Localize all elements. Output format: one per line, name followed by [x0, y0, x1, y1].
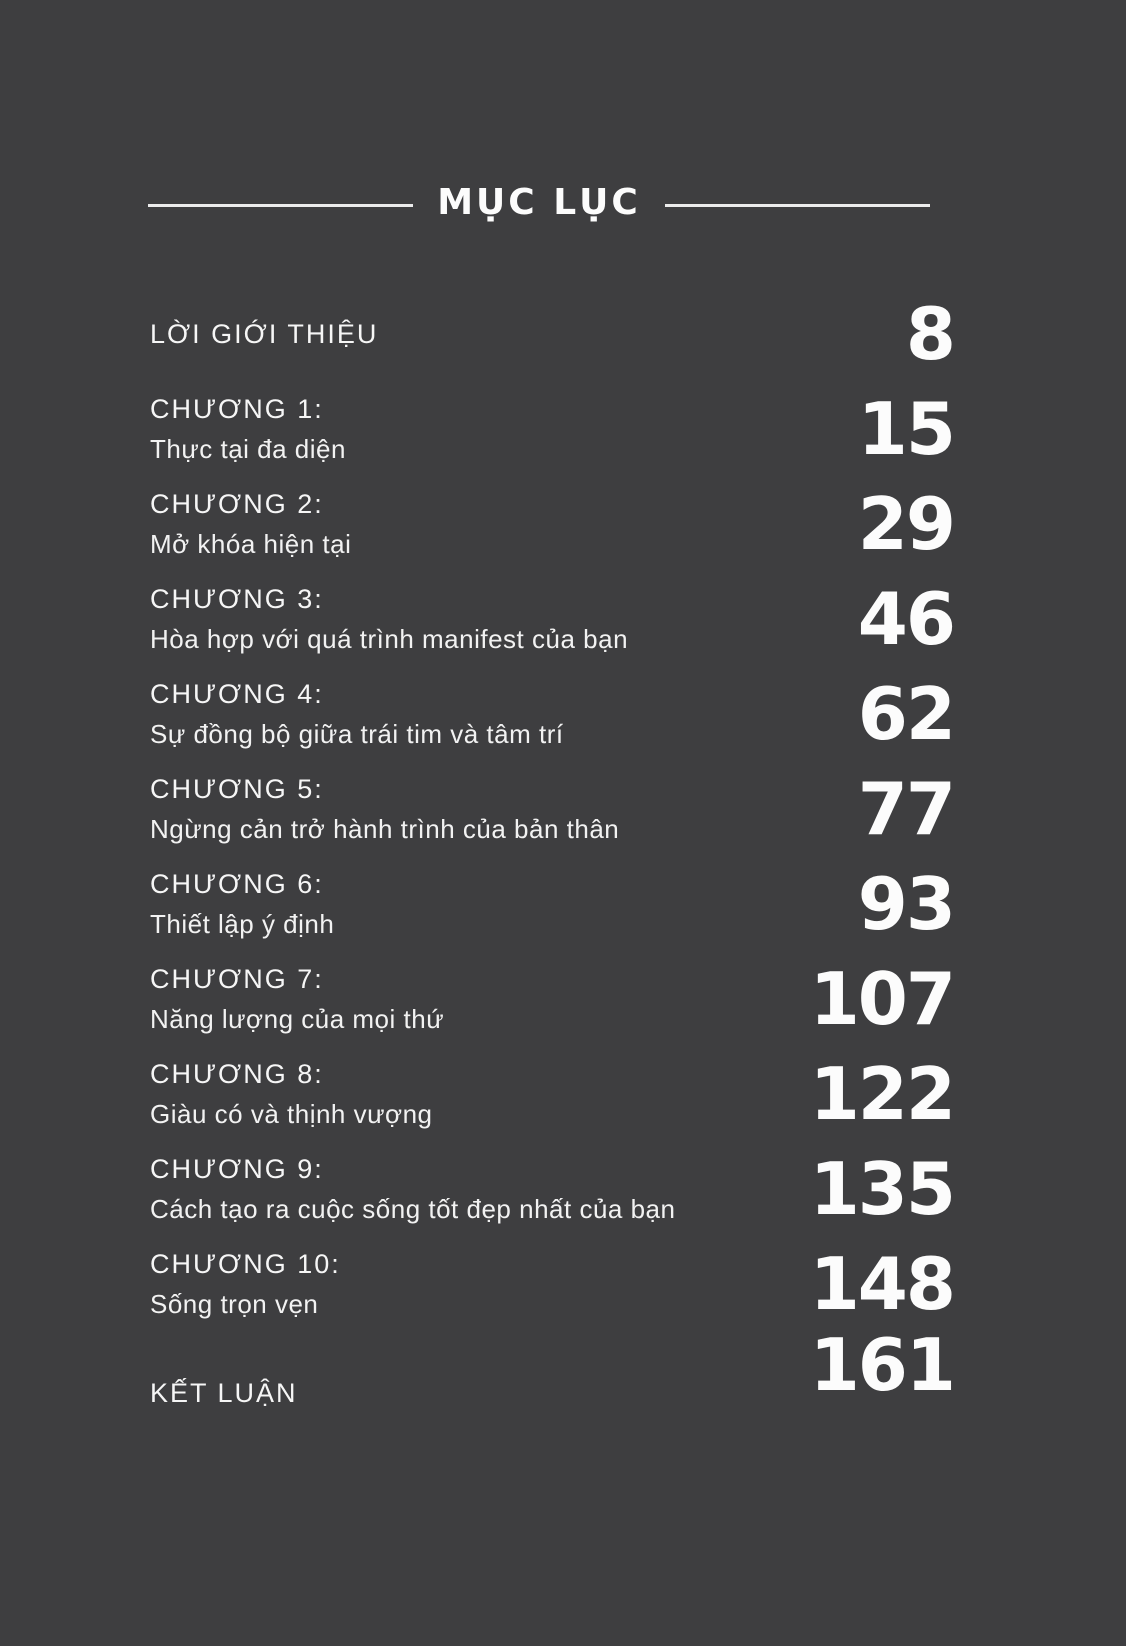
entry-subtitle: Giàu có và thịnh vượng: [150, 1098, 433, 1129]
toc-entry: [150, 1046, 954, 1141]
entry-heading: LỜI GIỚI THIỆU: [150, 318, 379, 349]
entry-heading: CHƯƠNG 1:: [150, 393, 324, 424]
entry-subtitle: Sự đồng bộ giữa trái tim và tâm trí: [150, 718, 564, 749]
toc-entry: [150, 286, 954, 381]
toc-entry: [150, 761, 954, 856]
entry-heading: KẾT LUẬN: [150, 1377, 298, 1408]
toc-entry: [150, 571, 954, 666]
entry-subtitle: Thực tại đa diện: [150, 433, 346, 464]
entry-heading: CHƯƠNG 6:: [150, 868, 324, 899]
entry-heading: CHƯƠNG 8:: [150, 1058, 324, 1089]
toc-entry: [150, 1141, 954, 1236]
entry-label: [150, 583, 628, 655]
toc-entry: [150, 951, 954, 1046]
entry-page-number: 122: [809, 1051, 954, 1136]
entry-subtitle: Sống trọn vẹn: [150, 1288, 319, 1319]
toc-entry: [150, 856, 954, 951]
entry-subtitle: Hòa hợp với quá trình manifest của bạn: [150, 623, 629, 654]
entry-label: [150, 393, 346, 465]
entry-label: [150, 1248, 341, 1320]
entry-heading: CHƯƠNG 2:: [150, 488, 324, 519]
entry-subtitle: Cách tạo ra cuộc sống tốt đẹp nhất của bạn: [150, 1193, 676, 1224]
entry-heading: CHƯƠNG 10:: [150, 1248, 341, 1279]
entry-subtitle: Thiết lập ý định: [150, 908, 335, 939]
entry-label: [150, 868, 334, 940]
entry-subtitle: Mở khóa hiện tại: [150, 528, 352, 559]
toc-entry: [150, 666, 954, 761]
entry-heading: CHƯƠNG 4:: [150, 678, 324, 709]
page-header: [148, 182, 930, 229]
page-title: MỤC LỤC: [437, 182, 641, 223]
entry-heading: CHƯƠNG 5:: [150, 773, 324, 804]
header-rule-right: [665, 204, 930, 207]
entry-page-number: 8: [905, 291, 954, 376]
entry-heading: CHƯƠNG 7:: [150, 963, 324, 994]
toc-entry: [150, 1236, 954, 1331]
toc-entry: [150, 1322, 954, 1426]
toc-entry: [150, 476, 954, 571]
entry-label: [150, 773, 619, 845]
toc-entry: [150, 381, 954, 476]
entry-label: [150, 488, 351, 560]
entry-page-number: 46: [857, 576, 954, 661]
entry-page-number: 93: [857, 861, 954, 946]
entry-page-number: 15: [857, 386, 954, 471]
header-rule-left: [148, 204, 413, 207]
entry-label: [150, 963, 444, 1035]
entry-subtitle: Năng lượng của mọi thứ: [150, 1003, 445, 1034]
entry-label: [150, 678, 564, 750]
entry-page-number: 29: [857, 481, 954, 566]
entry-page-number: 135: [809, 1146, 954, 1231]
entry-page-number: 161: [809, 1322, 954, 1407]
entry-label: [150, 318, 378, 350]
toc-list: [150, 286, 954, 1426]
entry-heading: CHƯƠNG 3:: [150, 583, 324, 614]
entry-label: [150, 1363, 298, 1408]
entry-page-number: 148: [809, 1241, 954, 1326]
entry-page-number: 77: [857, 766, 954, 851]
entry-label: [150, 1153, 675, 1225]
entry-page-number: 107: [809, 956, 954, 1041]
entry-page-number: 62: [857, 671, 954, 756]
entry-subtitle: Ngừng cản trở hành trình của bản thân: [150, 813, 620, 844]
entry-label: [150, 1058, 433, 1130]
entry-heading: CHƯƠNG 9:: [150, 1153, 324, 1184]
